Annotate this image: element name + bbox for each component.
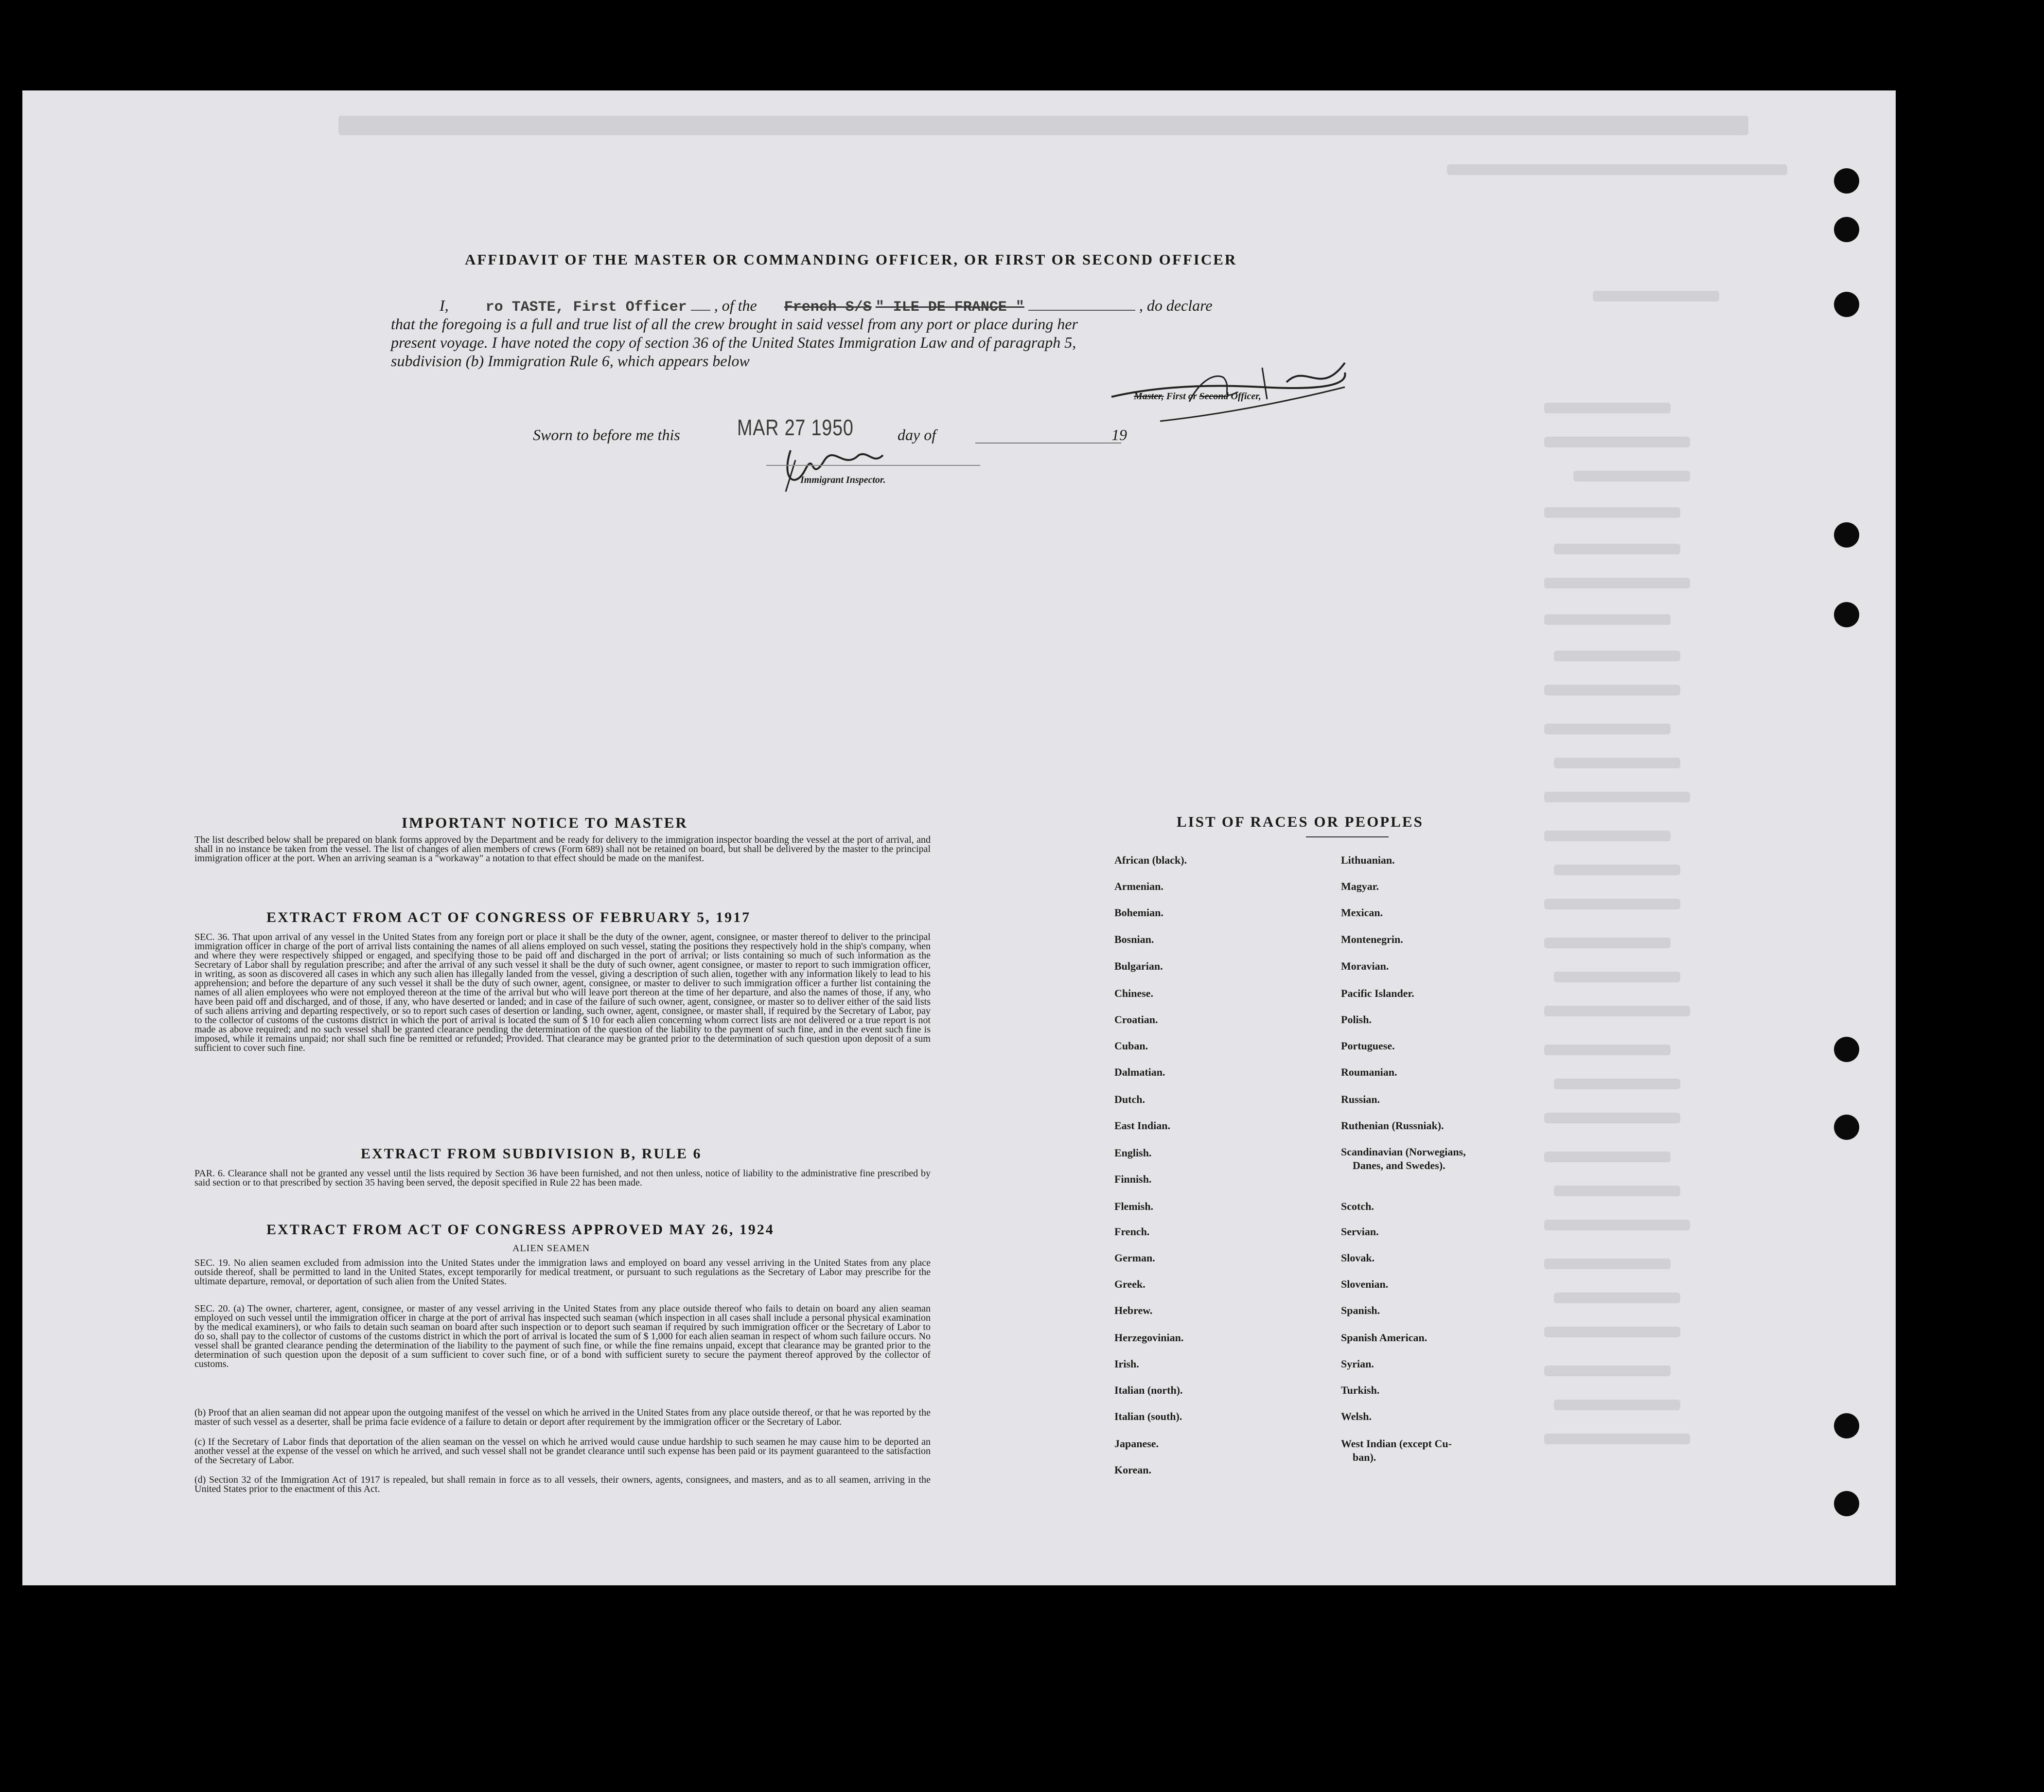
race-item: Slovenian. bbox=[1341, 1278, 1389, 1290]
notice-title: IMPORTANT NOTICE TO MASTER bbox=[402, 814, 688, 831]
race-item: Spanish. bbox=[1341, 1304, 1380, 1316]
extract-1924-sec20b: (b) Proof that an alien seaman did not appear upon the outgoing manifest of the vessel on which he arrived in the United States from any place outside thereof, or that he was reported by the master of such vessel as a deserter, shall be prima facie evidence of a failure to detain or deport after requirement by the immigration officer or the Secretary of Labor. bbox=[194, 1407, 931, 1427]
extract-1924-sec19: SEC. 19. No alien seamen excluded from admission into the United States under the immigration laws and employed on board any vessel arriving in the United States from any place outside thereof, shall be permitted to land in the United States, except temporarily for medical treatment, or pursuant to such regulations as the Secretary of Labor may prescribe for the ultimate departure, removal, or deportation of such alien from the United States. bbox=[194, 1258, 931, 1287]
notice-text: The list described below shall be prepared on blank forms approved by the Department and be ready for delivery to the immigration inspector boarding the vessel at the port of arrival, and shall in no instance be taken from the vessel. The list of changes of alien members of crews (Form 689) shall not be retained on board, but shall be delivered by the master to the principal immigration officer at the port. When an arriving seaman is a "workaway" a notation to that effect should be made on the manifest. bbox=[194, 834, 931, 864]
binder-hole bbox=[1834, 1037, 1859, 1062]
race-item: Welsh. bbox=[1341, 1410, 1372, 1422]
manifest-page bbox=[22, 90, 1896, 1585]
race-item: Korean. bbox=[1114, 1464, 1151, 1476]
extract-1924-title: EXTRACT FROM ACT OF CONGRESS APPROVED MAY 26, 1924 bbox=[266, 1222, 775, 1238]
race-item: Italian (north). bbox=[1114, 1384, 1183, 1396]
race-item: French. bbox=[1114, 1225, 1150, 1238]
race-item: Bulgarian. bbox=[1114, 960, 1163, 972]
race-item: Lithuanian. bbox=[1341, 854, 1395, 866]
affidavit-line-1 bbox=[440, 297, 1213, 316]
race-item: German. bbox=[1114, 1252, 1155, 1264]
race-item: Portuguese. bbox=[1341, 1040, 1395, 1052]
race-item: Spanish American. bbox=[1341, 1331, 1427, 1344]
races-title-rule bbox=[1306, 836, 1389, 837]
race-item: African (black). bbox=[1114, 854, 1187, 866]
binder-hole bbox=[1834, 602, 1859, 627]
race-item: Roumanian. bbox=[1341, 1066, 1397, 1078]
binder-hole bbox=[1834, 168, 1859, 194]
extract-1917-text: SEC. 36. That upon arrival of any vessel in the United States from any foreign port or place it shall be the duty of the owner, agent, consignee, or master thereof to deliver to the principal immigration officer in charge of the port of arrival lists containing the names of all aliens employed on such vessel, stating the positions they respectively hold in the ship's company, when and where they were respectively shipped or engaged, and specifying those to be paid off and discharged in the port of arrival; or lists containing so much of such information as the Secretary of Labor shall by regulation prescribe; and after the arrival of any such vessel it shall be the duty of such owner, agent consignee, or master to report to such immigration officer, in writing, as soon as discovered all cases in which any such alien has illegally landed from the vessel, giving a description of such alien, together with any information likely to lead to his apprehension; and before the departure of any such vessel it shall be the duty of such owner, agent, consignee, or master to deliver to such immigration officer a further list containing the names of all alien employees who were not employed thereon at the time of the arrival but who will leave port thereon at the time of her departure, and also the names of those, if any, who have been paid off and discharged, and of those, if any, who have deserted or landed; and in case of the failure of such owner, agent, consignee, or master so to deliver either of the said lists of such aliens arriving and departing respectively, or so to report such cases of desertion or landing, such owner, agent, consignee, or master shall, if required by the Secretary of Labor, pay to the collector of customs of the customs district in which the port of arrival is located the sum of $ 10 for each alien concerning whom correct lists are not delivered or a true report is not made as above required; and no such vessel shall be granted clearance pending the determination of the question of the liability to the payment of such fine, and in the event such fine is imposed, while it remains unpaid; nor shall such fine be remitted or refunded; Provided. That clearance may be granted prior to the determination of such question upon deposit of a sum sufficient to cover such fine. bbox=[194, 932, 931, 1053]
race-item: Montenegrin. bbox=[1341, 933, 1403, 945]
race-item: Polish. bbox=[1341, 1013, 1372, 1026]
officer-name: ro TASTE, First Officer bbox=[485, 299, 687, 316]
race-item: Scotch. bbox=[1341, 1200, 1374, 1212]
vessel-nationality: French S/S bbox=[784, 299, 872, 316]
binder-hole bbox=[1834, 1491, 1859, 1516]
binder-hole bbox=[1834, 522, 1859, 548]
race-item: Slovak. bbox=[1341, 1252, 1375, 1264]
race-item: Hebrew. bbox=[1114, 1304, 1153, 1316]
inspector-line bbox=[766, 465, 980, 466]
race-item: Syrian. bbox=[1341, 1358, 1374, 1370]
race-item: English. bbox=[1114, 1147, 1152, 1159]
extract-rule6-title: EXTRACT FROM SUBDIVISION B, RULE 6 bbox=[361, 1146, 702, 1162]
extract-rule6-text: PAR. 6. Clearance shall not be granted any vessel until the lists required by Section 36 have been furnished, and not then unless, notice of liability to the administrative fine prescribed by said section or to that prescribed by section 35 having been served, the deposit specified in Rule 22 has been made. bbox=[194, 1168, 931, 1188]
race-item: Danes, and Swedes). bbox=[1353, 1159, 1445, 1171]
race-item: Scandinavian (Norwegians, bbox=[1341, 1146, 1466, 1158]
second-struck: Second bbox=[1199, 391, 1229, 402]
affidavit-i: I, bbox=[440, 297, 449, 314]
race-item: Armenian. bbox=[1114, 880, 1163, 892]
affidavit-line-3: present voyage. I have noted the copy of section 36 of the United States Immigration Law and of paragraph 5, bbox=[391, 334, 1076, 351]
master-struck: Master, bbox=[1134, 391, 1164, 402]
race-item: Chinese. bbox=[1114, 987, 1154, 999]
date-underline bbox=[975, 443, 1121, 444]
affidavit-line-4: subdivision (b) Immigration Rule 6, which appears below bbox=[391, 352, 750, 370]
race-item: ban). bbox=[1353, 1451, 1376, 1463]
race-item: Irish. bbox=[1114, 1358, 1139, 1370]
binder-hole bbox=[1834, 217, 1859, 242]
sworn-label: Sworn to before me this bbox=[533, 426, 680, 444]
officer-signature bbox=[1102, 353, 1355, 426]
race-item: Cuban. bbox=[1114, 1040, 1148, 1052]
binder-hole bbox=[1834, 1413, 1859, 1438]
extract-1917-title: EXTRACT FROM ACT OF CONGRESS OF FEBRUARY 5, 1917 bbox=[266, 909, 751, 925]
vessel-name: " ILE DE FRANCE " bbox=[875, 299, 1024, 316]
inspector-label: Immigrant Inspector. bbox=[800, 475, 886, 485]
race-item: Croatian. bbox=[1114, 1013, 1158, 1026]
race-item: West Indian (except Cu- bbox=[1341, 1437, 1452, 1450]
alien-seamen-subtitle: ALIEN SEAMEN bbox=[512, 1243, 590, 1254]
date-stamp: MAR 27 1950 bbox=[737, 415, 854, 440]
races-title: LIST OF RACES OR PEOPLES bbox=[1177, 813, 1424, 830]
race-item: Dutch. bbox=[1114, 1093, 1145, 1105]
race-item: Dalmatian. bbox=[1114, 1066, 1165, 1078]
race-item: Italian (south). bbox=[1114, 1410, 1182, 1422]
race-item: Servian. bbox=[1341, 1225, 1379, 1238]
extract-1924-sec20a: SEC. 20. (a) The owner, charterer, agent, consignee, or master of any vessel arriving in the United States from any place outside thereof who fails to detain on board any alien seaman employed on such vessel until the immigration officer in charge at the port of arrival has inspected such seaman (which inspection in all cases shall include a personal physical examination by the medical examiners), or who fails to detain such seaman on board after such inspection or to deport such seaman if required by such immigration officer or the Secretary of Labor to do so, shall pay to the collector of customs of the customs district in which the port of arrival is located the sum of $ 1,000 for each alien seaman in respect of whom such failure occurs. No vessel shall be granted clearance pending the determination of the liability to the payment of such fine, or while the fine remains unpaid, except that clearance may be granted prior to the determination of such question upon the deposit of a sum sufficient to cover such fine, or of a bond with sufficient surety to secure the payment thereof approved by the collector of customs. bbox=[194, 1303, 931, 1369]
officer-title-label bbox=[1134, 391, 1261, 402]
race-item: Moravian. bbox=[1341, 960, 1389, 972]
race-item: Ruthenian (Russniak). bbox=[1341, 1119, 1444, 1132]
extract-1924-sec20d: (d) Section 32 of the Immigration Act of 1917 is repealed, but shall remain in force as to all vessels, their owners, agents, consignees, and masters, and as to all seamen, arriving in the United States prior to the enactment of this Act. bbox=[194, 1474, 931, 1494]
affidavit-of-the: , of the bbox=[714, 297, 757, 314]
binder-hole bbox=[1834, 292, 1859, 317]
race-item: Flemish. bbox=[1114, 1200, 1154, 1212]
affidavit-declare: , do declare bbox=[1139, 297, 1213, 314]
race-item: Pacific Islander. bbox=[1341, 987, 1414, 999]
race-item: Bosnian. bbox=[1114, 933, 1154, 945]
race-item: Russian. bbox=[1341, 1093, 1380, 1105]
race-item: Bohemian. bbox=[1114, 906, 1163, 919]
race-item: Finnish. bbox=[1114, 1173, 1152, 1185]
race-item: Japanese. bbox=[1114, 1437, 1159, 1450]
race-item: East Indian. bbox=[1114, 1119, 1170, 1132]
affidavit-line-2: that the foregoing is a full and true list of all the crew brought in said vessel from any port or place during her bbox=[391, 315, 1078, 333]
first-or: First or bbox=[1163, 391, 1199, 402]
race-item: Mexican. bbox=[1341, 906, 1383, 919]
race-item: Herzegovinian. bbox=[1114, 1331, 1184, 1344]
race-item: Greek. bbox=[1114, 1278, 1145, 1290]
affidavit-title: AFFIDAVIT OF THE MASTER OR COMMANDING OFFICER, OR FIRST OR SECOND OFFICER bbox=[465, 251, 1237, 268]
day-of-label: day of bbox=[898, 426, 936, 444]
race-item: Magyar. bbox=[1341, 880, 1379, 892]
year-label: 19 bbox=[1111, 426, 1127, 444]
race-item: Turkish. bbox=[1341, 1384, 1380, 1396]
inspector-signature bbox=[776, 441, 888, 494]
binder-hole bbox=[1834, 1115, 1859, 1140]
extract-1924-sec20c: (c) If the Secretary of Labor finds that deportation of the alien seaman on the vessel on which he arrived would cause undue hardship to such seamen he may cause him to be deported an another vessel at the expense of the vessel on which he arrived, and such vessel shall not be grandet clearance until such expense has been paid or its payment guaranteed to the satisfaction of the Secretary of Labor. bbox=[194, 1437, 931, 1466]
officer-tail: Officer, bbox=[1228, 391, 1261, 402]
